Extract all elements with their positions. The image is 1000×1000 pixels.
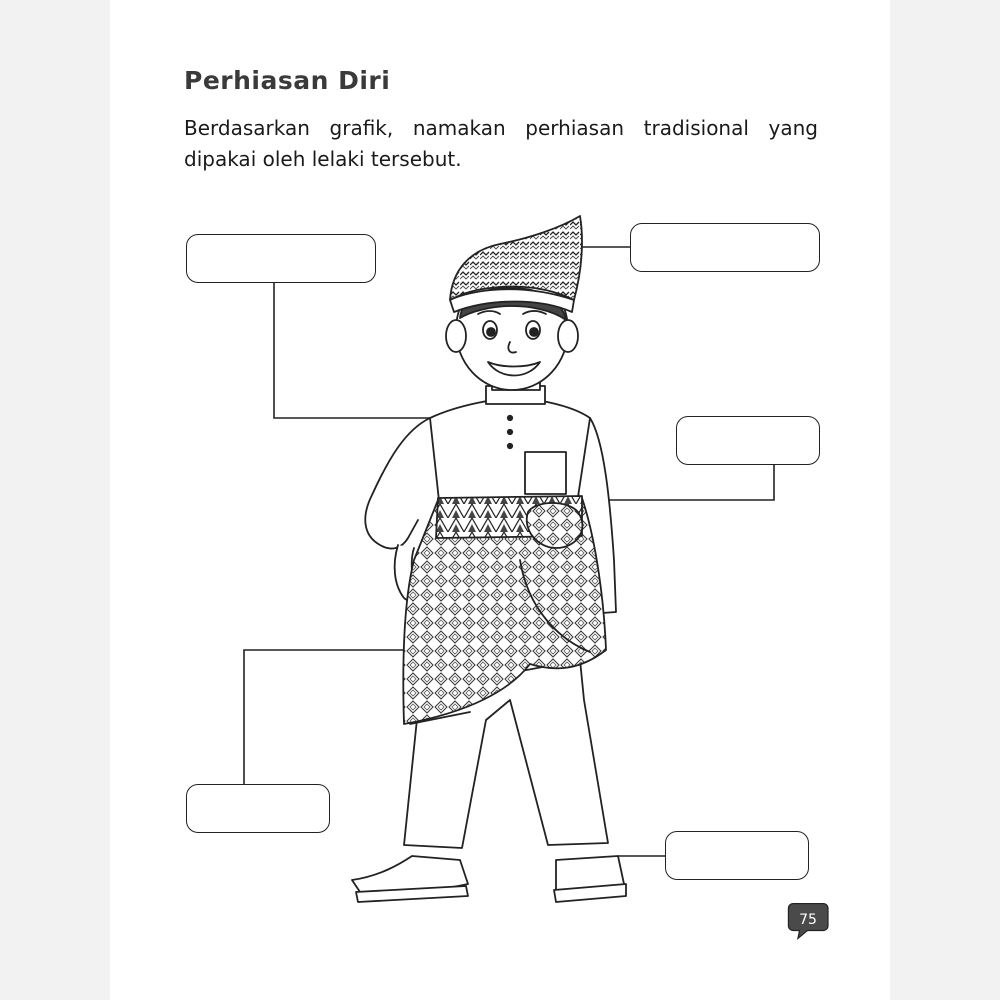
answer-box-middle-right[interactable] [676,416,820,465]
page-number: 75 [799,912,817,928]
answer-box-bottom-right[interactable] [665,831,809,880]
worksheet-instruction: Berdasarkan grafik, namakan perhiasan tradisional yang dipakai oleh lelaki tersebut. [184,116,818,171]
traditional-malay-boy-illustration [340,205,640,925]
answer-box-bottom-left[interactable] [186,784,330,833]
worksheet-title: Perhiasan Diri [184,66,391,95]
answer-box-top-right[interactable] [630,223,820,272]
